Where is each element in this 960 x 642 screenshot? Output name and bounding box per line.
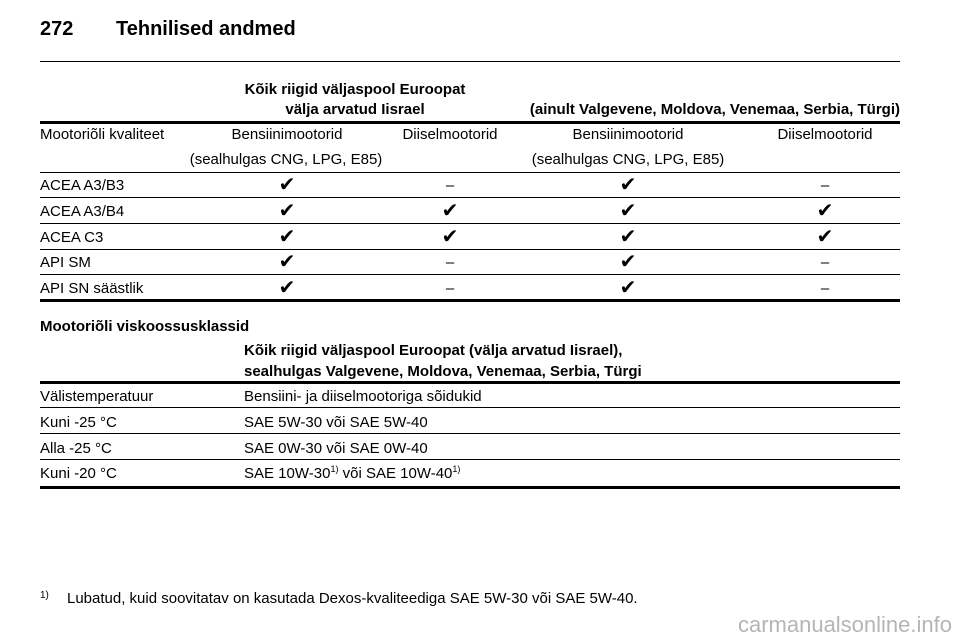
dash-mark: – <box>445 177 455 194</box>
check-icon: ✔ <box>278 226 296 248</box>
table2-row-temp: Alla -25 °C <box>40 440 112 457</box>
check-icon: ✔ <box>441 200 459 222</box>
table1-row-label: ACEA C3 <box>40 229 104 246</box>
check-icon: ✔ <box>619 277 637 299</box>
section-title: Mootoriõli viskoossusklassid <box>40 318 250 335</box>
table2-row-temp: Kuni -20 °C <box>40 465 117 482</box>
table1-row-rule <box>40 249 900 250</box>
table1-row-label: ACEA A3/B4 <box>40 203 125 220</box>
table2-group-header-line2: sealhulgas Valgevene, Moldova, Venemaa, Serbia, Türgi <box>244 363 642 380</box>
check-icon: ✔ <box>441 226 459 248</box>
table2-group-header-line1: Kõik riigid väljaspool Euroopat (välja arvatud Iisrael), <box>244 342 623 359</box>
check-icon: ✔ <box>278 277 296 299</box>
table2-bottom-rule <box>40 486 900 489</box>
dash-mark: – <box>820 280 830 297</box>
check-icon: ✔ <box>816 226 834 248</box>
table2-header-rule <box>40 407 900 408</box>
col-header-quality: Mootoriõli kvaliteet <box>40 126 165 143</box>
group-header-left <box>200 80 510 120</box>
table2-row-grade <box>244 465 460 483</box>
table2-row-temp: Kuni -25 °C <box>40 414 117 431</box>
footnote-marker: 1) <box>40 590 49 601</box>
check-icon: ✔ <box>816 200 834 222</box>
check-icon: ✔ <box>278 251 296 273</box>
footnote-ref: 1) <box>330 464 339 474</box>
table2-group-header <box>244 340 642 382</box>
check-icon: ✔ <box>619 174 637 196</box>
subheader-petrol-1: (sealhulgas CNG, LPG, E85) <box>189 151 383 168</box>
header-rule <box>40 61 900 62</box>
table2-row-rule <box>40 433 900 434</box>
subheader-petrol-2: (sealhulgas CNG, LPG, E85) <box>531 151 725 168</box>
table1-row-label: ACEA A3/B3 <box>40 177 125 194</box>
dash-mark: – <box>445 254 455 271</box>
check-icon: ✔ <box>619 251 637 273</box>
col-header-grade: Bensiini- ja diiselmootoriga sõidukid <box>244 388 482 405</box>
grade-a: SAE 10W-30 <box>244 465 331 482</box>
col-header-temp: Välistemperatuur <box>40 388 154 405</box>
table1-row-label: API SM <box>40 254 91 271</box>
table1-row-rule <box>40 274 900 275</box>
table1-row-label: API SN säästlik <box>40 280 144 297</box>
table2-row-grade: SAE 5W-30 või SAE 5W-40 <box>244 414 428 431</box>
page-header <box>40 18 296 41</box>
table1-row-rule <box>40 223 900 224</box>
watermark: carmanualsonline.info <box>737 612 952 637</box>
table2-row-grade: SAE 0W-30 või SAE 0W-40 <box>244 440 428 457</box>
table2-row-rule <box>40 459 900 460</box>
check-icon: ✔ <box>619 200 637 222</box>
col-header-diesel-2: Diiselmootorid <box>777 126 873 143</box>
check-icon: ✔ <box>619 226 637 248</box>
dash-mark: – <box>445 280 455 297</box>
dash-mark: – <box>820 254 830 271</box>
table1-row-rule <box>40 197 900 198</box>
grade-mid: või SAE 10W-40 <box>338 465 453 482</box>
table2-top-rule <box>40 381 900 384</box>
col-header-petrol-2: Bensiinimootorid <box>572 126 684 143</box>
group-header-left-line1: Kõik riigid väljaspool Euroopat <box>244 81 466 98</box>
footnote-ref: 1) <box>452 464 461 474</box>
check-icon: ✔ <box>278 174 296 196</box>
col-header-petrol-1: Bensiinimootorid <box>231 126 343 143</box>
footnote-text: Lubatud, kuid soovitatav on kasutada Dexos-kvaliteediga SAE 5W-30 või SAE 5W-40. <box>67 590 638 607</box>
page-title: Tehnilised andmed <box>116 18 296 40</box>
group-header-right: (ainult Valgevene, Moldova, Venemaa, Serbia, Türgi) <box>529 101 900 118</box>
table1-header-rule <box>40 172 900 173</box>
group-header-left-line2: välja arvatud Iisrael <box>285 101 425 118</box>
page-number: 272 <box>40 18 74 40</box>
table1-top-rule <box>40 121 900 124</box>
check-icon: ✔ <box>278 200 296 222</box>
col-header-diesel-1: Diiselmootorid <box>402 126 498 143</box>
dash-mark: – <box>820 177 830 194</box>
table1-bottom-rule <box>40 299 900 302</box>
